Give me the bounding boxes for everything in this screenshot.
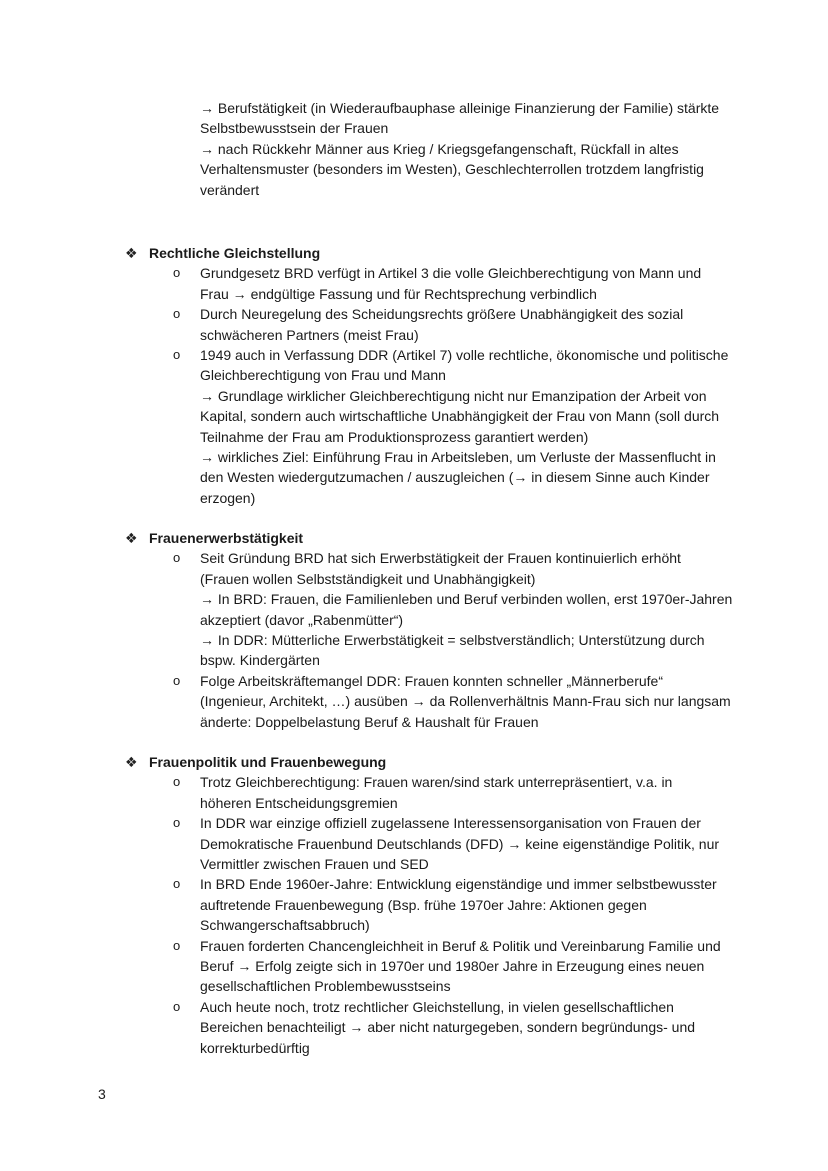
circle-bullet-icon: o [173, 550, 181, 566]
bullet-list [170, 263, 750, 508]
intro-line: → nach Rückkehr Männer aus Krieg / Kriegsgefangenschaft, Rückfall in altes [200, 140, 679, 157]
list-item [170, 548, 750, 670]
item-line: → wirkliches Ziel: Einführung Frau in Arbeitsleben, um Verluste der Massenflucht in [200, 449, 716, 466]
section-frauenpolitik [125, 752, 765, 1058]
circle-bullet-icon: o [173, 937, 181, 953]
list-item [170, 997, 750, 1058]
item-line: In BRD Ende 1960er-Jahre: Entwicklung eigenständige und immer selbstbewusster [200, 876, 717, 893]
item-line: änderte: Doppelbelastung Beruf & Haushalt für Frauen [200, 713, 539, 730]
section-heading [125, 528, 765, 548]
list-item [170, 304, 750, 345]
list-item [170, 671, 750, 732]
item-line: Teilnahme der Frau am Produktionsprozess garantiert werden) [200, 428, 589, 445]
item-line: Auch heute noch, trotz rechtlicher Gleichstellung, in vielen gesellschaftlichen [200, 998, 674, 1015]
item-line: → In DDR: Mütterliche Erwerbstätigkeit = selbstverständlich; Unterstützung durch [200, 632, 705, 649]
item-line: akzeptiert (davor „Rabenmütter“) [200, 611, 404, 628]
item-line: → Grundlage wirklicher Gleichberechtigung nicht nur Emanzipation der Arbeit von [200, 387, 707, 404]
section-rechtliche-gleichstellung [125, 243, 765, 508]
circle-bullet-icon: o [173, 265, 181, 281]
diamond-bullet-icon: ❖ [125, 244, 138, 261]
item-line: bspw. Kindergärten [200, 652, 320, 669]
item-line: Bereichen benachteiligt → aber nicht naturgegeben, sondern begründungs- und [200, 1019, 696, 1036]
item-line: Vermittler zwischen Frauen und SED [200, 856, 429, 873]
item-line: Kapital, sondern auch wirtschaftliche Unabhängigkeit der Frau von Mann (soll durch [200, 408, 720, 425]
circle-bullet-icon: o [173, 815, 181, 831]
circle-bullet-icon: o [173, 998, 181, 1014]
intro-line: verändert [200, 181, 260, 198]
item-line: Demokratische Frauenbund Deutschlands (DFD) → keine eigenständige Politik, nur [200, 835, 720, 852]
item-line: (Ingenieur, Architekt, …) ausüben → da Rollenverhältnis Mann-Frau sich nur langsam [200, 693, 731, 710]
circle-bullet-icon: o [173, 672, 181, 688]
list-item [170, 874, 750, 935]
diamond-bullet-icon: ❖ [125, 753, 138, 770]
diamond-bullet-icon: ❖ [125, 529, 138, 546]
item-line: Folge Arbeitskräftemangel DDR: Frauen konnten schneller „Männerberufe“ [200, 672, 664, 689]
page-number: 3 [98, 1086, 106, 1102]
item-line: → In BRD: Frauen, die Familienleben und Beruf verbinden wollen, erst 1970er-Jahren [200, 591, 733, 608]
item-line: Seit Gründung BRD hat sich Erwerbstätigkeit der Frauen kontinuierlich erhöht [200, 550, 681, 567]
list-item [170, 936, 750, 997]
circle-bullet-icon: o [173, 347, 181, 363]
item-line: erzogen) [200, 489, 256, 506]
list-item [170, 263, 750, 304]
item-line: Beruf → Erfolg zeigte sich in 1970er und 1980er Jahre in Erzeugung eines neuen [200, 958, 705, 975]
bullet-list [170, 548, 750, 732]
circle-bullet-icon: o [173, 876, 181, 892]
intro-line: Verhaltensmuster (besonders im Westen), Geschlechterrollen trotzdem langfristig [200, 161, 704, 178]
item-line: schwächeren Partners (meist Frau) [200, 326, 419, 343]
item-line: In DDR war einzige offiziell zugelassene Interessensorganisation von Frauen der [200, 815, 701, 832]
item-line: Frauen forderten Chancengleichheit in Beruf & Politik und Vereinbarung Familie und [200, 937, 721, 954]
item-line: Durch Neuregelung des Scheidungsrechts größere Unabhängigkeit des sozial [200, 306, 684, 323]
section-title: Frauenerwerbstätigkeit [149, 530, 304, 546]
item-line: (Frauen wollen Selbstständigkeit und Unabhängigkeit) [200, 570, 536, 587]
item-line: auftretende Frauenbewegung (Bsp. frühe 1970er Jahre: Aktionen gegen [200, 896, 647, 913]
item-line: 1949 auch in Verfassung DDR (Artikel 7) volle rechtliche, ökonomische und politische [200, 347, 729, 364]
item-line: Gleichberechtigung von Frau und Mann [200, 367, 446, 384]
bullet-list [170, 772, 750, 1058]
intro-line: Selbstbewusstsein der Frauen [200, 120, 389, 137]
list-item [170, 345, 750, 508]
item-line: korrekturbedürftig [200, 1039, 310, 1056]
item-line: Trotz Gleichberechtigung: Frauen waren/sind stark unterrepräsentiert, v.a. in [200, 774, 673, 791]
list-item [170, 772, 750, 813]
section-title: Rechtliche Gleichstellung [149, 245, 321, 261]
section-title: Frauenpolitik und Frauenbewegung [149, 754, 387, 770]
intro-continuation [200, 98, 760, 200]
section-heading [125, 243, 765, 263]
circle-bullet-icon: o [173, 306, 181, 322]
item-line: gesellschaftlichen Problembewusstseins [200, 978, 451, 995]
item-line: Schwangerschaftsabbruch) [200, 917, 370, 934]
list-item [170, 813, 750, 874]
section-frauenerwerbstaetigkeit [125, 528, 765, 732]
item-line: Grundgesetz BRD verfügt in Artikel 3 die volle Gleichberechtigung von Mann und [200, 265, 702, 282]
item-line: den Westen wiedergutzumachen / auszugleichen (→ in diesem Sinne auch Kinder [200, 469, 710, 486]
section-heading [125, 752, 765, 772]
intro-line: → Berufstätigkeit (in Wiederaufbauphase alleinige Finanzierung der Familie) stärkte [200, 100, 720, 116]
item-line: Frau → endgültige Fassung und für Rechtsprechung verbindlich [200, 285, 597, 302]
circle-bullet-icon: o [173, 774, 181, 790]
item-line: höheren Entscheidungsgremien [200, 794, 398, 811]
